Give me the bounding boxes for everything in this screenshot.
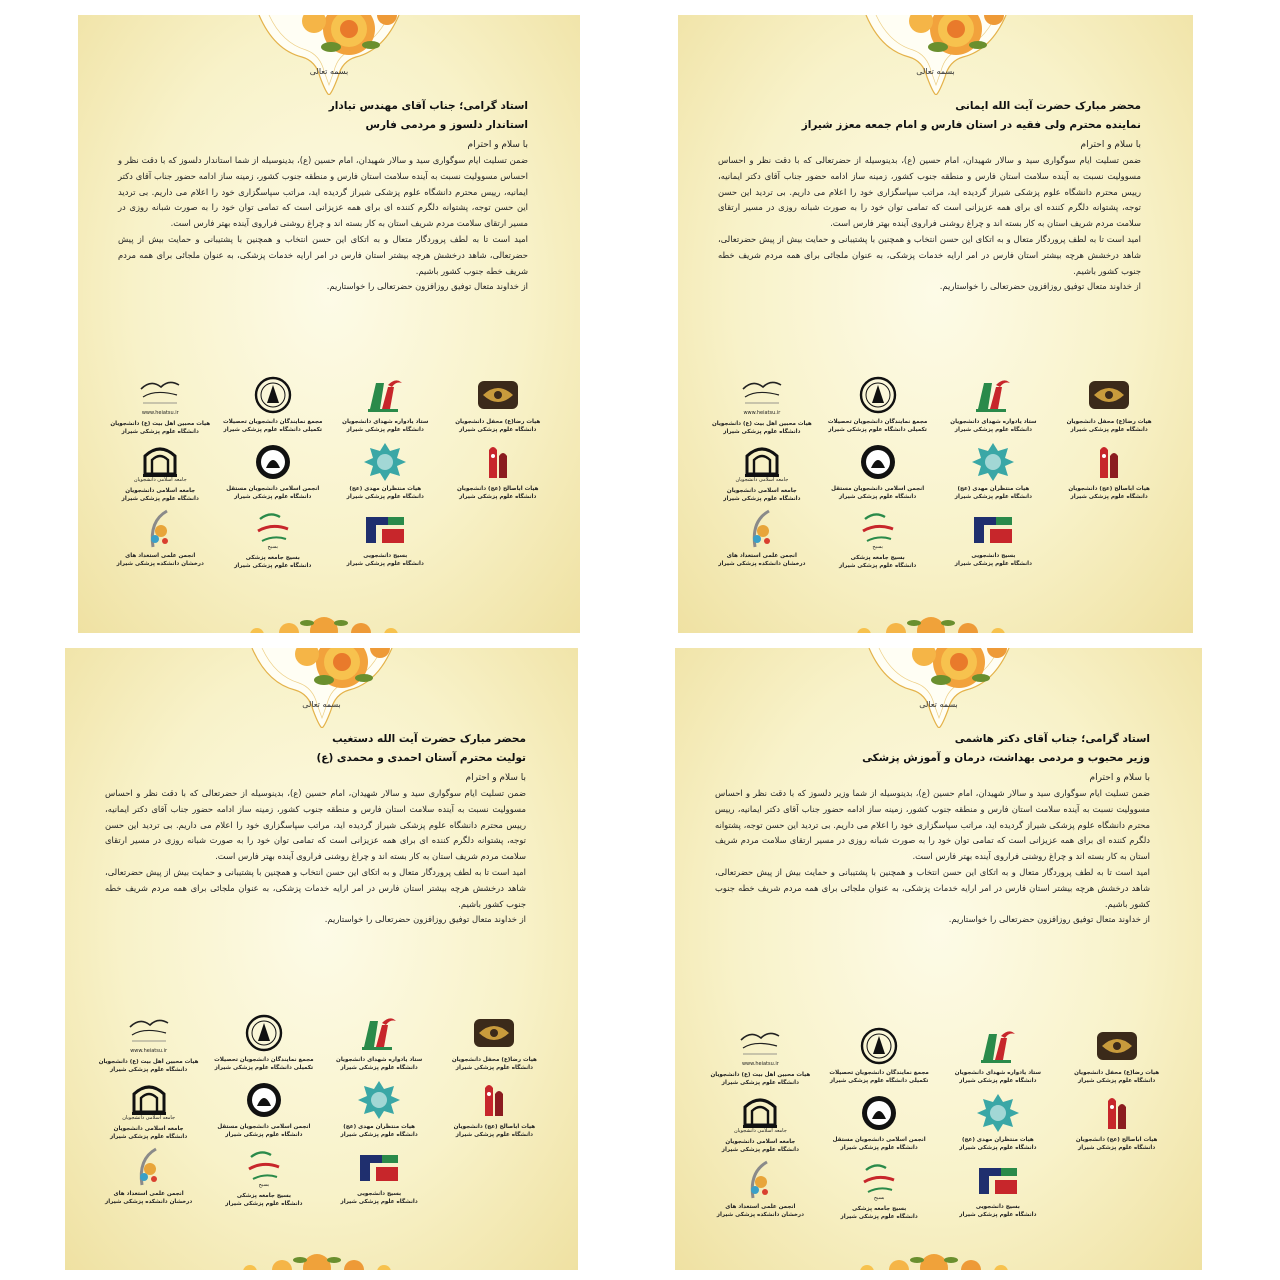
letter-card xyxy=(675,648,1202,1270)
signatory-university: دانشگاه علوم پزشکی شیراز xyxy=(959,1212,1037,1218)
signatory-name: ستاد یادواره شهدای دانشجویان xyxy=(342,419,429,425)
signatory-university: دانشگاه علوم پزشکی شیراز xyxy=(840,1145,918,1151)
signatory-university: دانشگاه علوم پزشکی شیراز xyxy=(346,427,424,433)
signatory-name: جامعه اسلامی دانشجویان xyxy=(125,488,196,494)
signatory-university: تکمیلی دانشگاه علوم پزشکی شیراز xyxy=(828,427,927,433)
logo-caption: جامعه اسلامی دانشجویان xyxy=(733,1128,787,1134)
signatory-university: دانشگاه علوم پزشکی شیراز xyxy=(340,1132,418,1138)
bismillah-heading: بسمه تعالی xyxy=(919,700,958,709)
letter-card xyxy=(678,15,1193,633)
anjoman-estedad-logo xyxy=(737,1160,783,1200)
signatory-university: درخشان دانشکده پزشکی شیراز xyxy=(718,561,806,567)
signatory-name: هیات منتظران مهدی (عج) xyxy=(961,1137,1034,1143)
signatory-name: هیات اباصالح (عج) دانشجویان xyxy=(453,1124,536,1130)
signatory-university: دانشگاه علوم پزشکی شیراز xyxy=(459,427,537,433)
letter-content xyxy=(105,730,526,928)
signatory xyxy=(706,442,818,503)
logo-caption: جامعه اسلامی دانشجویان xyxy=(122,1115,176,1121)
letter-title xyxy=(118,97,528,135)
signatory-name: هیات رضا(ع) محفل دانشجویان xyxy=(1074,1070,1160,1076)
heyat-abasaleh-logo xyxy=(471,1080,517,1120)
signatory xyxy=(106,442,215,503)
signatory xyxy=(1059,1026,1174,1087)
signatory xyxy=(822,1093,937,1154)
anjoman-mostaghel-logo xyxy=(856,1093,902,1133)
signatory-university: دانشگاه علوم پزشکی شیراز xyxy=(721,1080,799,1086)
letter-body xyxy=(718,153,1141,295)
body-paragraph: از خداوند متعال توفیق روزافزون حضرتعالی را خواستاریم. xyxy=(948,914,1150,925)
signatory-name: بسیج دانشجویی xyxy=(363,553,408,559)
signatory xyxy=(1053,442,1165,503)
signatory xyxy=(106,509,215,570)
setad-shohada-logo xyxy=(356,1013,402,1053)
signatory xyxy=(331,509,440,570)
signatory xyxy=(93,1080,204,1141)
signatory xyxy=(93,1147,204,1208)
signatory xyxy=(1053,375,1165,436)
signatory-name: انجمن اسلامی دانشجویان مستقل xyxy=(226,486,320,492)
body-paragraph: از خداوند متعال توفیق روزافزون حضرتعالی را خواستاریم. xyxy=(939,281,1141,292)
anjoman-estedad-logo xyxy=(126,1147,172,1187)
signatory-name: هیات منتظران مهدی (عج) xyxy=(957,486,1030,492)
letter-content xyxy=(718,97,1141,295)
body-paragraph: ضمن تسلیت ایام سوگواری سید و سالار شهیدان، امام حسین (ع)، بدینوسیله از شما وزیر دلسوز که با دقت نظر و احساس مسوولیت نسبت به آینده سلامت استان فارس و منطقه جنوب کشور، زمینه ساز ادامه حضور جناب آقای دکتر ایمانیه، رییس محترم دانشگاه علوم پزشکی شیراز گردیده اید، مراتب سپاسگزاری خود را اعلام می داریم. بی تردید این حسن توجه، پشتوانه دلگرم کننده ای برای همه عزیزانی است که تمامی توان خود را به صورت شبانه روزی در مسیر ارتقای سلامت مردم شریف استان به کار بسته اند و چراغ روشنی فراروی آینده بهتر فارس است. xyxy=(715,788,1150,862)
logo-caption: www.heiatsu.ir xyxy=(741,1061,779,1067)
anjoman-mostaghel-logo xyxy=(250,442,296,482)
signatory xyxy=(938,442,1050,503)
signatory-university: دانشگاه علوم پزشکی شیراز xyxy=(234,494,312,500)
heyat-montazeran-logo xyxy=(975,1093,1021,1133)
body-paragraph: ضمن تسلیت ایام سوگواری سید و سالار شهیدان، امام حسین (ع)، بدینوسیله از شما استاندار دلسوز که با دقت نظر و احساس مسوولیت نسبت به آینده سلامت استان فارس و منطقه جنوب کشور، زمینه ساز ادامه حضور جناب آقای دکتر ایمانیه، رییس محترم دانشگاه علوم پزشکی شیراز گردیده اید، مراتب سپاسگزاری خود را اعلام می داریم. بی تردید این حسن توجه، پشتوانه دلگرم کننده ای برای همه عزیزانی است که تمامی توان خود را به صورت شبانه روزی در مسیر ارتقای سلامت مردم شریف استان به کار بسته اند و چراغ روشنی فراروی آینده بهتر فارس است. xyxy=(118,155,528,229)
signatory-university: دانشگاه علوم پزشکی شیراز xyxy=(839,563,917,569)
signatory-name: بسیج دانشجویی xyxy=(357,1191,402,1197)
signatory-name: هیات رضا(ع) محفل دانشجویان xyxy=(1066,419,1152,425)
signatory xyxy=(822,375,934,436)
title-line: استاد گرامی؛ جناب آقای دکتر هاشمی xyxy=(954,733,1150,745)
title-line: وزیر محبوب و مردمی بهداشت، درمان و آموزش پزشکی xyxy=(862,752,1150,764)
signatory xyxy=(331,442,440,503)
logo-caption: www.heiatsu.ir xyxy=(130,1048,168,1054)
logo-caption: جامعه اسلامی دانشجویان xyxy=(133,477,187,483)
letter-card xyxy=(65,648,578,1270)
signatory-university: دانشگاه علوم پزشکی شیراز xyxy=(340,1065,418,1071)
signatory-university: دانشگاه علوم پزشکی شیراز xyxy=(721,1147,799,1153)
heyat-abasaleh-logo xyxy=(475,442,521,482)
title-line: استاد گرامی؛ جناب آقای مهندس تبادار xyxy=(328,100,528,112)
signatory-university: دانشگاه علوم پزشکی شیراز xyxy=(121,429,199,435)
signatory-university: دانشگاه علوم پزشکی شیراز xyxy=(455,1065,533,1071)
signatory-name: جامعه اسلامی دانشجویان xyxy=(113,1126,184,1132)
signatory-name: انجمن علمی استعداد های xyxy=(125,553,196,559)
flower-ornament-bottom xyxy=(229,601,419,633)
body-paragraph: ضمن تسلیت ایام سوگواری سید و سالار شهیدان، امام حسین (ع)، بدینوسیله از حضرتعالی که با دقت نظر و احساس مسوولیت نسبت به آینده سلامت استان فارس و منطقه جنوب کشور، زمینه ساز ادامه حضور جناب آقای دکتر ایمانیه، رییس محترم دانشگاه علوم پزشکی شیراز گردیده اید، مراتب سپاسگزاری خود را اعلام می داریم. بی تردید این حسن توجه، پشتوانه دلگرم کننده ای برای همه عزیزانی است که تمامی توان خود را به صورت شبانه روزی در مسیر ارتقای سلامت مردم شریف استان به کار بسته اند و چراغ روشنی فراروی آینده بهتر فارس است. xyxy=(105,788,526,862)
signatory-university: دانشگاه علوم پزشکی شیراز xyxy=(346,494,424,500)
letter-title xyxy=(105,730,526,768)
signatory-name: ستاد یادواره شهدای دانشجویان xyxy=(954,1070,1041,1076)
signatory-university: درخشان دانشکده پزشکی شیراز xyxy=(104,1199,193,1205)
title-line: محضر مبارک حضرت آیت الله دستغیب xyxy=(332,733,526,745)
signatory-university: دانشگاه علوم پزشکی شیراز xyxy=(225,1201,303,1207)
anjoman-estedad-logo xyxy=(137,509,183,549)
signatory-name: مجمع نمایندگان دانشجویان تحصیلات xyxy=(223,419,323,425)
signatory-university: دانشگاه علوم پزشکی شیراز xyxy=(110,1134,188,1140)
flower-ornament-bottom xyxy=(222,1238,412,1270)
bismillah-heading: بسمه تعالی xyxy=(916,67,955,76)
signatory-name: هیات محبین اهل بیت (ع) دانشجویان xyxy=(710,1072,811,1078)
signatory-university: دانشگاه علوم پزشکی شیراز xyxy=(954,561,1032,567)
signatory xyxy=(822,1026,937,1087)
title-line: تولیت محترم آستان احمدی و محمدی (ع) xyxy=(316,752,526,764)
logo-caption: www.heiatsu.ir xyxy=(141,410,179,416)
majma-namayandegan-logo xyxy=(241,1013,287,1053)
signatory-name: هیات اباصالح (عج) دانشجویان xyxy=(1075,1137,1158,1143)
signatory-university: دانشگاه علوم پزشکی شیراز xyxy=(1078,1078,1156,1084)
heyat-montazeran-logo xyxy=(362,442,408,482)
signatory-university: دانشگاه علوم پزشکی شیراز xyxy=(110,1067,188,1073)
signatory xyxy=(938,375,1050,436)
flower-ornament xyxy=(289,15,409,61)
signatory-university: تکمیلی دانشگاه علوم پزشکی شیراز xyxy=(223,427,322,433)
signatory-name: هیات رضا(ع) محفل دانشجویان xyxy=(451,1057,537,1063)
signatory xyxy=(941,1093,1056,1154)
signatory-name: هیات محبین اهل بیت (ع) دانشجویان xyxy=(110,421,211,427)
signatory-name: ستاد یادواره شهدای دانشجویان xyxy=(950,419,1037,425)
signatory xyxy=(822,509,934,570)
salutation: با سلام و احترام xyxy=(467,140,528,150)
signatory xyxy=(208,1147,319,1208)
signatory-name: انجمن علمی استعداد های xyxy=(726,553,797,559)
signatory-name: بسیج جامعه پزشکی xyxy=(850,555,905,561)
signatory-university: دانشگاه علوم پزشکی شیراز xyxy=(340,1199,418,1205)
basij-daneshjooyi-logo xyxy=(362,509,408,549)
signatory xyxy=(1059,1093,1174,1154)
signatory-name: انجمن علمی استعداد های xyxy=(725,1204,796,1210)
majma-namayandegan-logo xyxy=(855,375,901,415)
signatory xyxy=(331,375,440,436)
title-line: نماینده محترم ولی فقیه در استان فارس و امام جمعه معزز شیراز xyxy=(801,119,1141,131)
setad-shohada-logo xyxy=(975,1026,1021,1066)
setad-shohada-logo xyxy=(362,375,408,415)
body-paragraph: امید است تا به لطف پروردگار متعال و به اتکای این حسن انتخاب و همچنین با پشتیبانی و حمایت بیش از پیش حضرتعالی، شاهد درخشش هرچه بیشتر استان فارس در امر ارایه خدمات پزشکی، به عنوان ملجائی برای همه مردم شریف خطه جنوب کشور باشیم. xyxy=(105,866,526,909)
signatory-university: دانشگاه علوم پزشکی شیراز xyxy=(455,1132,533,1138)
signatory-name: بسیج جامعه پزشکی xyxy=(236,1193,291,1199)
signatory-name: مجمع نمایندگان دانشجویان تحصیلات xyxy=(214,1057,314,1063)
flower-ornament xyxy=(282,648,402,694)
signatory-name: بسیج جامعه پزشکی xyxy=(245,555,300,561)
signatory-university: دانشگاه علوم پزشکی شیراز xyxy=(1078,1145,1156,1151)
signatory-university: دانشگاه علوم پزشکی شیراز xyxy=(959,1145,1037,1151)
signatory-university: دانشگاه علوم پزشکی شیراز xyxy=(723,429,801,435)
signatory-name: جامعه اسلامی دانشجویان xyxy=(726,488,797,494)
signatory xyxy=(444,442,553,503)
signatory xyxy=(93,1013,204,1074)
signatory-logos xyxy=(706,375,1165,570)
signatory-name: ستاد یادواره شهدای دانشجویان xyxy=(336,1057,423,1063)
signatory xyxy=(822,1160,937,1221)
letter-content xyxy=(118,97,528,295)
letter-content xyxy=(715,730,1150,928)
basij-daneshjooyi-logo xyxy=(356,1147,402,1187)
flower-ornament xyxy=(896,15,1016,61)
heyat-abasaleh-logo xyxy=(1094,1093,1140,1133)
letter-card xyxy=(78,15,580,633)
title-line: محضر مبارک حضرت آیت الله ایمانی xyxy=(955,100,1141,112)
bismillah-heading: بسمه تعالی xyxy=(309,67,349,76)
heyat-montazeran-logo xyxy=(356,1080,402,1120)
logo-caption: بسیج xyxy=(872,544,883,550)
signatory-name: هیات رضا(ع) محفل دانشجویان xyxy=(455,419,541,425)
signatory-university: دانشگاه علوم پزشکی شیراز xyxy=(954,427,1032,433)
signatory-university: دانشگاه علوم پزشکی شیراز xyxy=(959,1078,1037,1084)
signatory-university: تکمیلی دانشگاه علوم پزشکی شیراز xyxy=(829,1078,929,1084)
basij-daneshjooyi-logo xyxy=(975,1160,1021,1200)
signatory-name: هیات منتظران مهدی (عج) xyxy=(343,1124,416,1130)
letter-title xyxy=(715,730,1150,768)
signatory xyxy=(219,442,328,503)
heyat-reza-logo xyxy=(1094,1026,1140,1066)
signatory xyxy=(706,375,818,436)
signatory-name: انجمن اسلامی دانشجویان مستقل xyxy=(832,1137,926,1143)
salutation: با سلام و احترام xyxy=(1080,140,1141,150)
signatory xyxy=(439,1013,550,1074)
heyat-reza-logo xyxy=(471,1013,517,1053)
signatory xyxy=(706,509,818,570)
signatory-name: انجمن علمی استعداد های xyxy=(113,1191,184,1197)
letter-title xyxy=(718,97,1141,135)
setad-shohada-logo xyxy=(970,375,1016,415)
signatory-university: دانشگاه علوم پزشکی شیراز xyxy=(954,494,1032,500)
signatory-name: بسیج دانشجویی xyxy=(975,1204,1020,1210)
signatory-name: هیات اباصالح (عج) دانشجویان xyxy=(1068,486,1150,492)
signatory-university: دانشگاه علوم پزشکی شیراز xyxy=(346,561,424,567)
signatory-university: دانشگاه علوم پزشکی شیراز xyxy=(121,496,199,502)
signatory xyxy=(324,1147,435,1208)
signatory-university: درخشان دانشکده پزشکی شیراز xyxy=(116,561,204,567)
signatory-university: دانشگاه علوم پزشکی شیراز xyxy=(1070,494,1148,500)
anjoman-estedad-logo xyxy=(739,509,785,549)
signatory-name: مجمع نمایندگان دانشجویان تحصیلات xyxy=(829,1070,929,1076)
heyat-reza-logo xyxy=(1086,375,1132,415)
logo-caption: بسیج xyxy=(873,1195,885,1201)
body-paragraph: از خداوند متعال توفیق روزافزون حضرتعالی را خواستاریم. xyxy=(326,281,528,292)
signatory-name: هیات اباصالح (عج) دانشجویان xyxy=(456,486,539,492)
basij-daneshjooyi-logo xyxy=(970,509,1016,549)
signatory-university: درخشان دانشکده پزشکی شیراز xyxy=(716,1212,805,1218)
signatory xyxy=(219,375,328,436)
bismillah-heading: بسمه تعالی xyxy=(302,700,341,709)
signatory-logos xyxy=(93,1013,550,1208)
signatory-name: هیات منتظران مهدی (عج) xyxy=(349,486,422,492)
signatory-name: مجمع نمایندگان دانشجویان تحصیلات xyxy=(827,419,928,425)
logo-caption: بسیج xyxy=(258,1182,270,1188)
logo-caption: بسیج xyxy=(267,544,279,550)
majma-namayandegan-logo xyxy=(856,1026,902,1066)
signatory-university: دانشگاه علوم پزشکی شیراز xyxy=(723,496,801,502)
body-paragraph: از خداوند متعال توفیق روزافزون حضرتعالی را خواستاریم. xyxy=(324,914,526,925)
signatory-university: دانشگاه علوم پزشکی شیراز xyxy=(459,494,537,500)
signatory xyxy=(941,1026,1056,1087)
signatory xyxy=(324,1013,435,1074)
signatory-logos xyxy=(106,375,552,570)
salutation: با سلام و احترام xyxy=(1089,773,1150,783)
signatory-name: جامعه اسلامی دانشجویان xyxy=(725,1139,796,1145)
signatory xyxy=(208,1013,319,1074)
signatory xyxy=(703,1093,818,1154)
salutation: با سلام و احترام xyxy=(465,773,526,783)
anjoman-mostaghel-logo xyxy=(241,1080,287,1120)
signatory xyxy=(208,1080,319,1141)
signatory xyxy=(703,1026,818,1087)
body-paragraph: ضمن تسلیت ایام سوگواری سید و سالار شهیدان، امام حسین (ع)، بدینوسیله از حضرتعالی که با دقت نظر و احساس مسوولیت نسبت به آینده سلامت استان فارس و منطقه جنوب کشور، زمینه ساز ادامه حضور جناب آقای دکتر ایمانیه، رییس محترم دانشگاه علوم پزشکی شیراز گردیده اید، مراتب سپاسگزاری خود را اعلام می داریم. بی تردید این حسن توجه، پشتوانه دلگرم کننده ای برای همه عزیزانی است که تمامی توان خود را به صورت شبانه روزی در مسیر ارتقای سلامت مردم شریف استان به کار بسته اند و چراغ روشنی فراروی آینده بهتر فارس است. xyxy=(718,155,1141,229)
logo-caption: www.heiatsu.ir xyxy=(743,410,781,416)
signatory xyxy=(219,509,328,570)
signatory xyxy=(703,1160,818,1221)
signatory xyxy=(941,1160,1056,1221)
signatory-university: دانشگاه علوم پزشکی شیراز xyxy=(1070,427,1148,433)
flower-ornament-bottom xyxy=(836,601,1026,633)
signatory-university: تکمیلی دانشگاه علوم پزشکی شیراز xyxy=(214,1065,314,1071)
flower-ornament xyxy=(899,648,1019,694)
flower-ornament-bottom xyxy=(839,1238,1029,1270)
signatory-logos xyxy=(703,1026,1174,1221)
signatory-university: دانشگاه علوم پزشکی شیراز xyxy=(839,494,917,500)
signatory-university: دانشگاه علوم پزشکی شیراز xyxy=(840,1214,918,1220)
body-paragraph: امید است تا به لطف پروردگار متعال و به اتکای این حسن انتخاب و همچنین با پشتیبانی و حمایت بیش از پیش حضرتعالی، شاهد درخشش هرچه بیشتر استان فارس در امر ارایه خدمات پزشکی، به عنوان ملجائی برای همه مردم شریف خطه جنوب کشور باشیم. xyxy=(718,233,1141,276)
letter-body xyxy=(118,153,528,295)
signatory-name: بسیج دانشجویی xyxy=(971,553,1016,559)
signatory-university: دانشگاه علوم پزشکی شیراز xyxy=(225,1132,303,1138)
signatory-name: انجمن اسلامی دانشجویان مستقل xyxy=(831,486,925,492)
signatory-name: هیات محبین اهل بیت (ع) دانشجویان xyxy=(98,1059,199,1065)
signatory-name: انجمن اسلامی دانشجویان مستقل xyxy=(217,1124,311,1130)
anjoman-mostaghel-logo xyxy=(855,442,901,482)
heyat-montazeran-logo xyxy=(970,442,1016,482)
title-line: استاندار دلسوز و مردمی فارس xyxy=(365,119,528,131)
majma-namayandegan-logo xyxy=(250,375,296,415)
letter-body xyxy=(105,786,526,928)
heyat-reza-logo xyxy=(475,375,521,415)
signatory-name: بسیج جامعه پزشکی xyxy=(852,1206,907,1212)
logo-caption: جامعه اسلامی دانشجویان xyxy=(735,477,789,483)
signatory-name: هیات محبین اهل بیت (ع) دانشجویان xyxy=(711,421,812,427)
signatory xyxy=(324,1080,435,1141)
signatory xyxy=(439,1080,550,1141)
signatory xyxy=(444,375,553,436)
signatory-university: دانشگاه علوم پزشکی شیراز xyxy=(234,563,312,569)
signatory xyxy=(938,509,1050,570)
letter-body xyxy=(715,786,1150,928)
heyat-abasaleh-logo xyxy=(1086,442,1132,482)
body-paragraph: امید است تا به لطف پروردگار متعال و به اتکای این حسن انتخاب و همچنین با پشتیبانی و حمایت بیش از پیش حضرتعالی، شاهد درخشش هرچه بیشتر استان فارس در امر ارایه خدمات پزشکی، به عنوان ملجائی برای همه مردم شریف خطه جنوب کشور باشیم. xyxy=(118,233,528,276)
signatory xyxy=(106,375,215,436)
signatory xyxy=(822,442,934,503)
body-paragraph: امید است تا به لطف پروردگار متعال و به اتکای این حسن انتخاب و همچنین با پشتیبانی و حمایت بیش از پیش حضرتعالی، شاهد درخشش هرچه بیشتر استان فارس در امر ارایه خدمات پزشکی، به عنوان ملجائی برای همه مردم شریف خطه جنوب کشور باشیم. xyxy=(715,866,1150,909)
